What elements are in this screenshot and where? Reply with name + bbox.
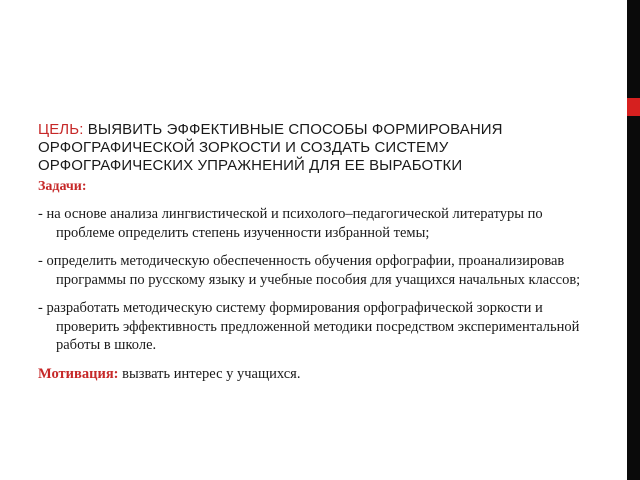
side-decor-bar: [627, 0, 640, 480]
task-item: - разработать методическую систему формирования орфографической зоркости и проверить эффективность предложенной методики посредством экспериментальной работы в школе.: [38, 300, 580, 353]
motivation-statement: [38, 365, 600, 383]
tasks-heading: Задачи:: [38, 179, 87, 194]
side-accent-bar: [627, 98, 640, 116]
slide-content: [38, 121, 600, 383]
motivation-text: вызвать интерес у учащихся.: [118, 365, 301, 382]
goal-label: ЦЕЛЬ:: [38, 121, 84, 138]
task-item: - на основе анализа лингвистической и психолого–педагогической литературы по проблеме определить степень изученности избранной темы;: [38, 206, 543, 241]
goal-statement: [38, 121, 600, 175]
task-item: - определить методическую обеспеченность обучения орфографии, проанализировав программы по русскому языку и учебные пособия для учащихся начальных классов;: [38, 253, 581, 288]
goal-text: ВЫЯВИТЬ ЭФФЕКТИВНЫЕ СПОСОБЫ ФОРМИРОВАНИЯ ОРФОГРАФИЧЕСКОЙ ЗОРКОСТИ И СОЗДАТЬ СИСТЕМУ ОРФОГРАФИЧЕСКИХ УПРАЖНЕНИЙ ДЛЯ ЕЕ ВЫРАБОТКИ: [38, 121, 503, 174]
motivation-label: Мотивация:: [38, 365, 119, 382]
